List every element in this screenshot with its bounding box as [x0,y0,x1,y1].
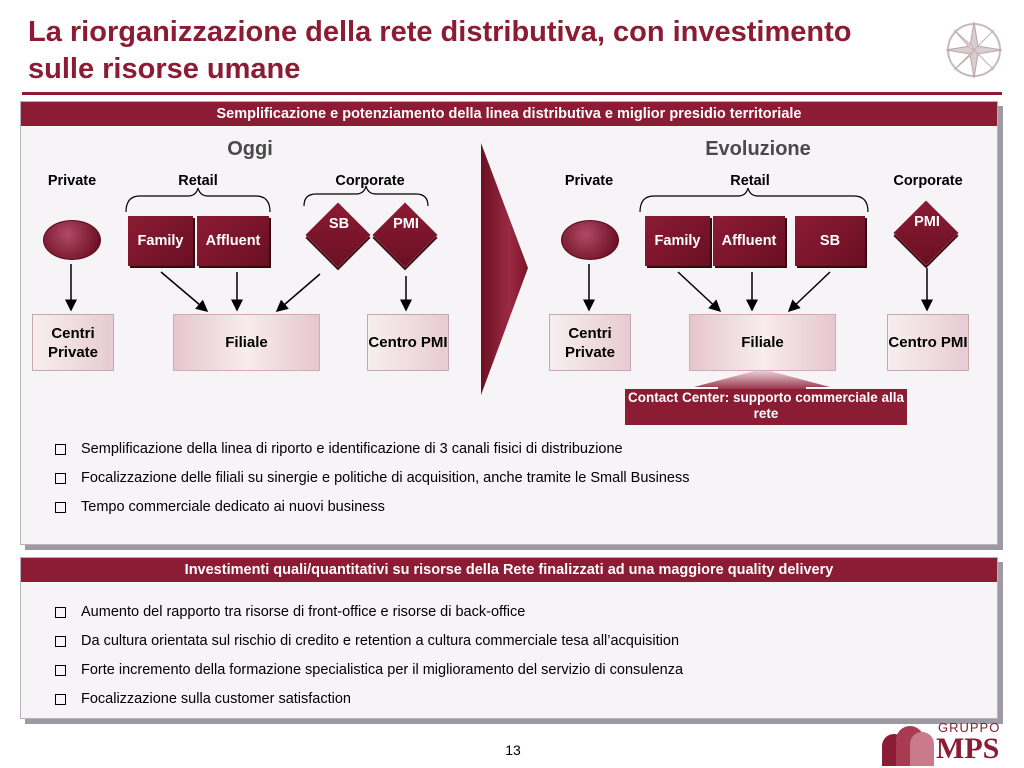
evolution-title: Evoluzione [705,138,811,160]
filiale-box-today: Filiale [173,314,320,371]
corporate-label-evolution: Corporate [893,173,963,189]
family-box-today: Family [128,216,193,266]
filiale-box-evolution: Filiale [689,314,836,371]
mps-logo-mark-icon [880,722,938,766]
transition-arrow [481,143,528,395]
centro-pmi-box-today: Centro PMI [367,314,449,371]
contact-center-box: Contact Center: supporto commerciale alla rete [625,389,907,425]
retail-brace-evolution [640,188,868,212]
page-number: 13 [505,742,521,758]
private-oval-evolution [561,220,619,260]
today-title: Oggi [227,138,273,160]
affluent-box-evolution: Affluent [713,216,785,266]
logo-text-main: MPS [936,732,1000,765]
family-box-evolution: Family [645,216,710,266]
pmi-diamond-evolution: PMI [894,201,960,267]
centri-private-box-today: Centri Private [32,314,114,371]
page-title: La riorganizzazione della rete distributiva, con investimento sulle risorse umane [28,16,852,85]
corporate-label-today: Corporate [335,173,405,189]
centri-private-box-evolution: Centri Private [549,314,631,371]
sb-diamond-today: SB [306,203,372,269]
affluent-box-today: Affluent [197,216,269,266]
sb-box-evolution: SB [795,216,865,266]
distribution-panel-header: Semplificazione e potenziamento della linea distributiva e miglior presidio territoriale [21,102,997,126]
retail-label-evolution: Retail [730,173,770,189]
private-label-today: Private [47,173,97,189]
pmi-diamond-today: PMI [373,203,439,269]
logo-text-top: GRUPPO [938,720,1001,735]
private-label-evolution: Private [564,173,614,189]
centro-pmi-box-evolution: Centro PMI [887,314,969,371]
private-oval-today [43,220,101,260]
investment-panel-header: Investimenti quali/quantitativi su risorse della Rete finalizzati ad una maggiore quality delivery [21,558,997,582]
mps-logo [880,718,1020,768]
retail-label-today: Retail [178,173,218,189]
retail-brace-today [126,188,270,212]
